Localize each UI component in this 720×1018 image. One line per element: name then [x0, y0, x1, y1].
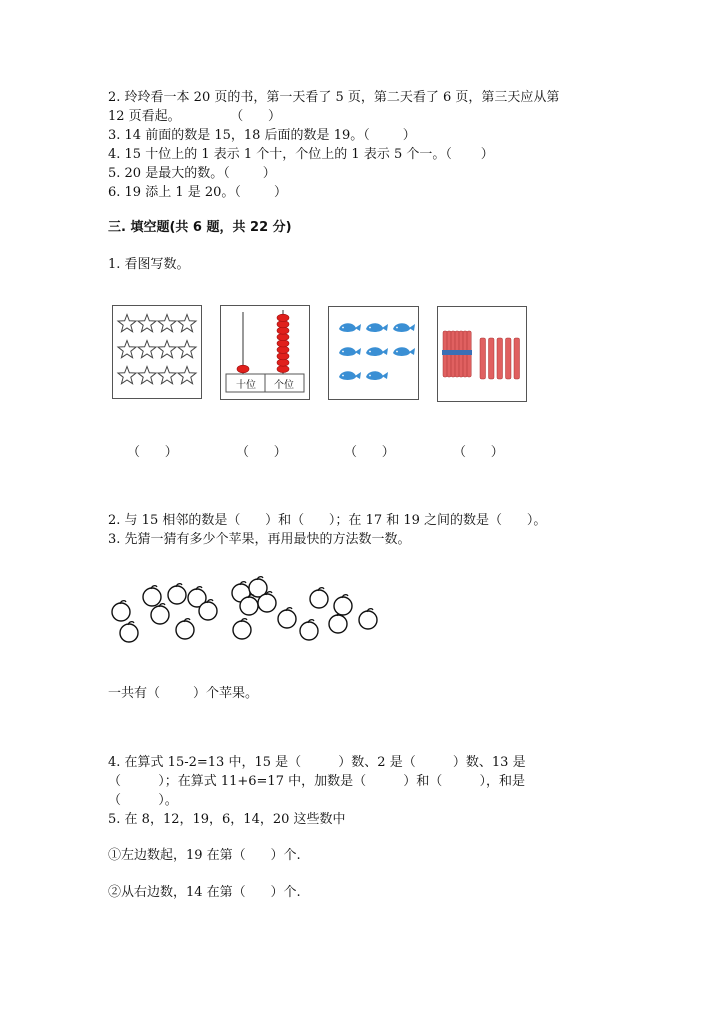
- sticks-figure: [437, 306, 527, 402]
- star-icon: [138, 341, 156, 358]
- abacus-ones-label: 个位: [274, 380, 294, 391]
- stars-icon-grid: [113, 306, 201, 398]
- apple-icon: [300, 620, 318, 640]
- star-icon: [178, 341, 196, 358]
- apple-icon: [310, 588, 328, 608]
- q3-answer: 一共有（ ）个苹果。: [108, 686, 259, 701]
- single-stick: [497, 338, 503, 379]
- q5-sub-2: ②从右边数，14 在第（ ）个.: [108, 885, 301, 900]
- apple-icon: [233, 619, 251, 639]
- abacus-tens-label: 十位: [236, 380, 256, 391]
- whale-icon: [339, 347, 361, 356]
- apple-icon: [334, 595, 352, 615]
- apples-icon-group: [100, 575, 390, 650]
- judgement-item-3: 3. 14 前面的数是 15，18 后面的数是 19。（ ）: [108, 128, 416, 143]
- whale-icon: [339, 323, 361, 332]
- judgement-item-2: 2. 玲玲看一本 20 页的书，第一天看了 5 页，第二天看了 6 页，第三天应从第: [108, 90, 560, 105]
- sticks-icon-group: [438, 307, 526, 401]
- judgement-item-5: 5. 20 是最大的数。（ ）: [108, 166, 276, 181]
- ones-bead: [277, 314, 289, 321]
- judgement-item-2-cont: 12 页看起。 （ ）: [108, 109, 282, 124]
- apple-icon: [143, 586, 161, 606]
- apple-icon: [151, 604, 169, 624]
- q1-answer-2[interactable]: （ ）: [236, 445, 287, 460]
- whale-icon: [393, 323, 415, 332]
- whale-icon: [366, 371, 388, 380]
- abacus-figure: [220, 305, 310, 400]
- star-icon: [178, 367, 196, 384]
- q5-sub-1: ①左边数起，19 在第（ ）个.: [108, 848, 301, 863]
- apple-icon: [329, 613, 347, 633]
- apple-icon: [120, 622, 138, 642]
- single-stick: [489, 338, 495, 379]
- star-icon: [158, 367, 176, 384]
- whales-icon-grid: [329, 307, 418, 399]
- stick-bundle: [442, 331, 472, 377]
- single-stick: [506, 338, 512, 379]
- single-stick: [480, 338, 486, 379]
- star-icon: [118, 367, 136, 384]
- star-icon: [178, 315, 196, 332]
- star-icon: [158, 341, 176, 358]
- q4-line-1: 4. 在算式 15-2=13 中，15 是（ ）数、2 是（ ）数、13 是: [108, 755, 526, 770]
- judgement-item-4: 4. 15 十位上的 1 表示 1 个十，个位上的 1 表示 5 个一。（ ）: [108, 147, 494, 162]
- q1-answer-1[interactable]: （ ）: [127, 445, 178, 460]
- q3-prompt: 3. 先猜一猜有多少个苹果，再用最快的方法数一数。: [108, 532, 411, 547]
- q4-line-3: （ ）。: [108, 793, 178, 808]
- section-title: 三. 填空题(共 6 题，共 22 分): [108, 220, 292, 235]
- star-icon: [138, 315, 156, 332]
- single-stick: [514, 338, 520, 379]
- apples-figure: [100, 575, 390, 650]
- apple-icon: [168, 584, 186, 604]
- whale-icon: [393, 347, 415, 356]
- whale-icon: [366, 347, 388, 356]
- whale-icon: [366, 323, 388, 332]
- whales-figure: [328, 306, 419, 400]
- star-icon: [118, 341, 136, 358]
- tens-bead: [237, 365, 249, 373]
- judgement-item-6: 6. 19 添上 1 是 20。（ ）: [108, 185, 287, 200]
- star-icon: [158, 315, 176, 332]
- whale-icon: [339, 371, 361, 380]
- star-icon: [118, 315, 136, 332]
- apple-icon: [278, 608, 296, 628]
- q4-line-2: （ ）；在算式 11+6=17 中，加数是（ ）和（ ），和是: [108, 774, 525, 789]
- apple-icon: [359, 609, 377, 629]
- star-icon: [138, 367, 156, 384]
- q2-text: 2. 与 15 相邻的数是（ ）和（ ）；在 17 和 19 之间的数是（ ）。: [108, 513, 547, 528]
- apple-icon: [176, 619, 194, 639]
- stars-figure: [112, 305, 202, 399]
- apple-icon: [112, 601, 130, 621]
- q1-prompt: 1. 看图写数。: [108, 257, 190, 272]
- q1-answer-4[interactable]: （ ）: [453, 445, 504, 460]
- q1-answer-3[interactable]: （ ）: [344, 445, 395, 460]
- q5-prompt: 5. 在 8，12，19，6，14，20 这些数中: [108, 812, 346, 827]
